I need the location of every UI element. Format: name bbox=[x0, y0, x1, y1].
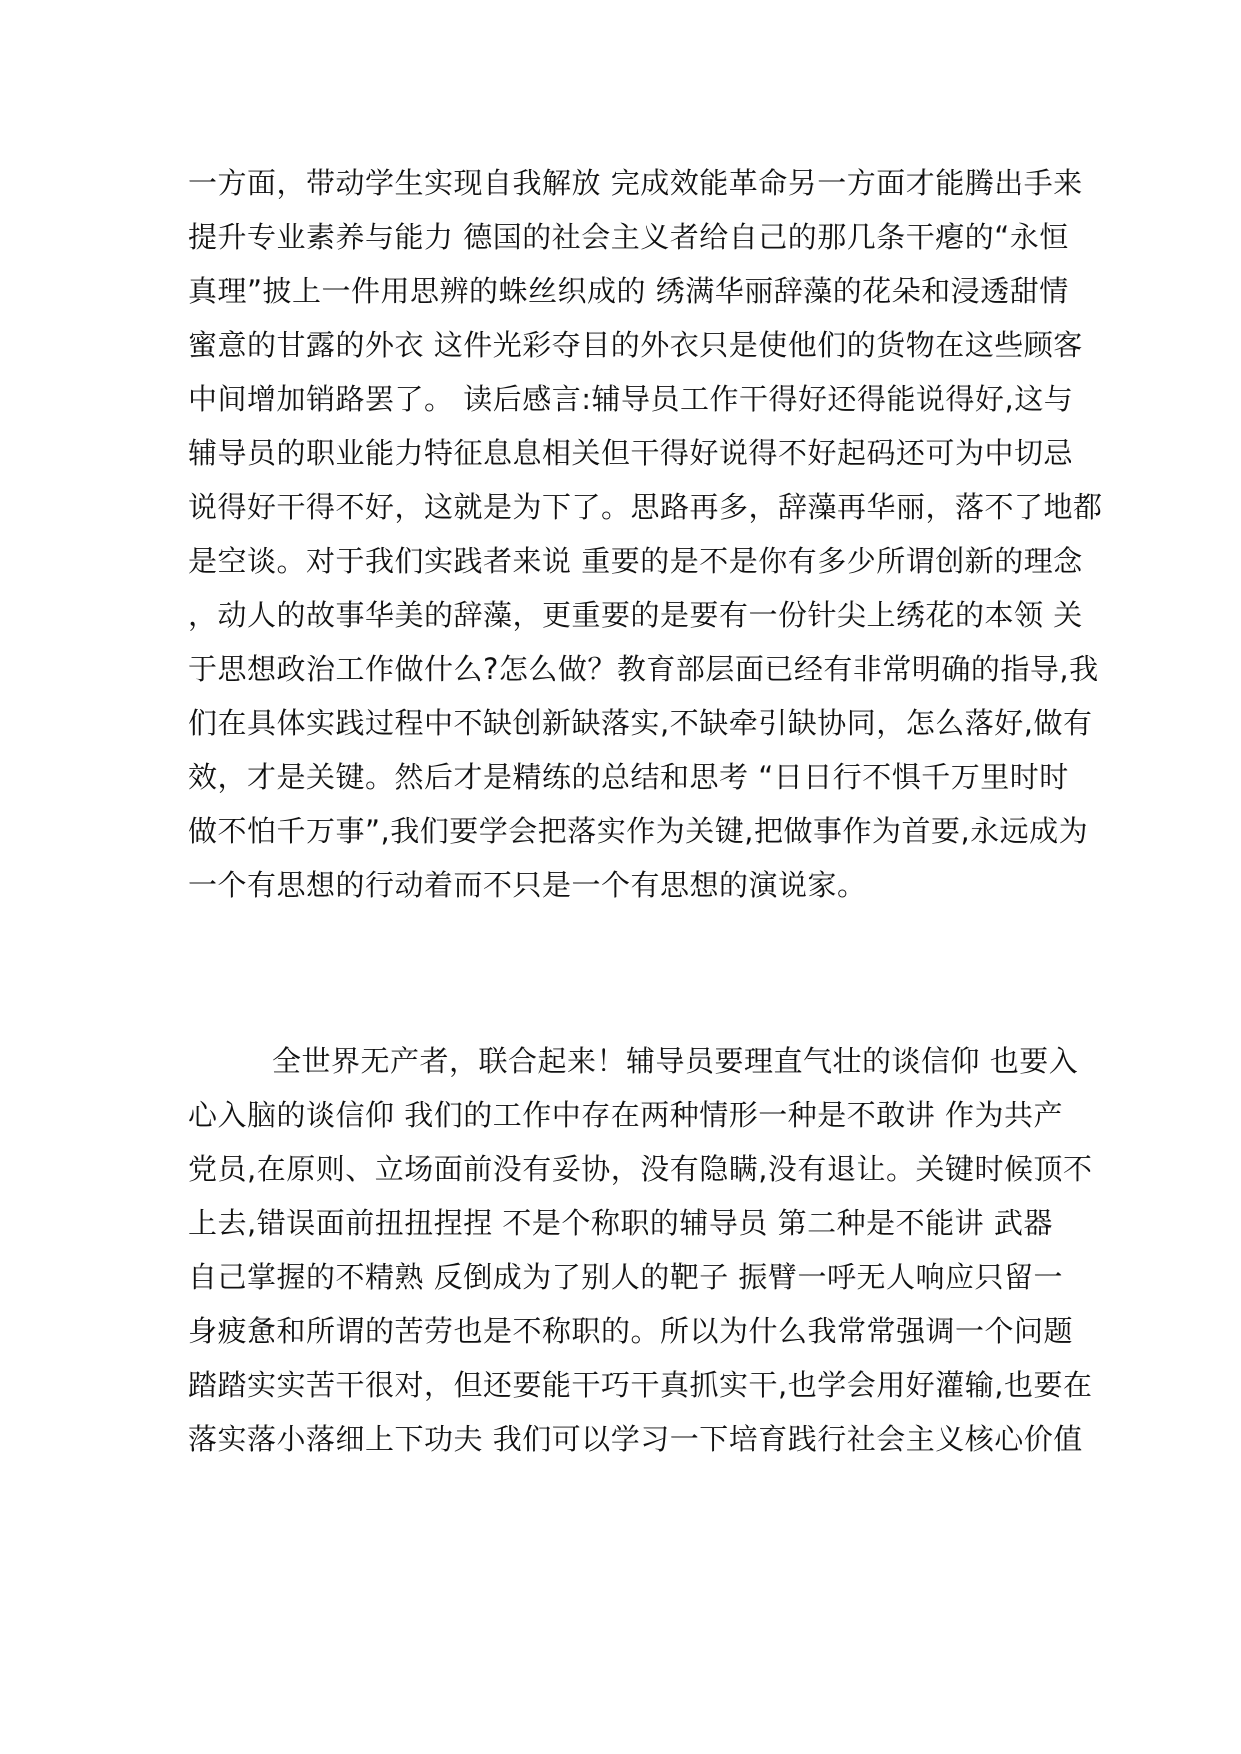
paragraph-1-line: 一个有思想的行动着而不只是一个有思想的演说家。 bbox=[188, 868, 867, 902]
paragraph-1-line: 提升专业素养与能力 德国的社会主义者给自己的那几条干瘪的“永恒 bbox=[188, 220, 1069, 254]
paragraph-1-line: 蜜意的甘露的外衣 这件光彩夺目的外衣只是使他们的货物在这些顾客 bbox=[188, 328, 1083, 362]
paragraph-2-line: 心入脑的谈信仰 我们的工作中存在两种情形一种是不敢讲 作为共产 bbox=[188, 1098, 1063, 1132]
paragraph-1-line: 们在具体实践过程中不缺创新缺落实,不缺牵引缺协同，怎么落好,做有 bbox=[188, 706, 1093, 740]
paragraph-1-line: 效，才是关键。然后才是精练的总结和思考 “日日行不惧千万里时时 bbox=[188, 760, 1069, 794]
paragraph-1 bbox=[188, 156, 1103, 912]
paragraph-2-line: 身疲惫和所谓的苦劳也是不称职的。所以为什么我常常强调一个问题 bbox=[188, 1314, 1074, 1348]
paragraph-1-line: 于思想政治工作做什么?怎么做？教育部层面已经有非常明确的指导,我 bbox=[188, 652, 1099, 686]
paragraph-2-line: 全世界无产者，联合起来！辅导员要理直气壮的谈信仰 也要入 bbox=[272, 1044, 1079, 1078]
paragraph-1-line: 真理”披上一件用思辨的蛛丝织成的 绣满华丽辞藻的花朵和浸透甜情 bbox=[188, 274, 1069, 308]
paragraph-1-line: 说得好干得不好，这就是为下了。思路再多，辞藻再华丽，落不了地都 bbox=[188, 490, 1103, 524]
paragraph-1-line: 辅导员的职业能力特征息息相关但干得好说得不好起码还可为中切忌 bbox=[188, 436, 1074, 470]
paragraph-1-line: ，动人的故事华美的辞藻，更重要的是要有一份针尖上绣花的本领 关 bbox=[188, 598, 1083, 632]
paragraph-2-line: 落实落小落细上下功夫 我们可以学习一下培育践行社会主义核心价值 bbox=[188, 1422, 1083, 1456]
paragraph-1-line: 是空谈。对于我们实践者来说 重要的是不是你有多少所谓创新的理念 bbox=[188, 544, 1083, 578]
paragraph-2-line: 自己掌握的不精熟 反倒成为了别人的靶子 振臂一呼无人响应只留一 bbox=[188, 1260, 1063, 1294]
paragraph-2-line: 党员,在原则、立场面前没有妥协，没有隐瞒,没有退让。关键时候顶不 bbox=[188, 1152, 1093, 1186]
paragraph-1-line: 一方面，带动学生实现自我解放 完成效能革命另一方面才能腾出手来 bbox=[188, 166, 1083, 200]
paragraph-2-line: 踏踏实实苦干很对，但还要能干巧干真抓实干,也学会用好灌输,也要在 bbox=[188, 1368, 1093, 1402]
paragraph-1-line: 做不怕千万事”,我们要学会把落实作为关键,把做事作为首要,永远成为 bbox=[188, 814, 1089, 848]
paragraph-1-line: 中间增加销路罢了。 读后感言:辅导员工作干得好还得能说得好,这与 bbox=[188, 382, 1074, 416]
paragraph-2 bbox=[188, 1034, 1093, 1466]
paragraph-2-line: 上去,错误面前扭扭捏捏 不是个称职的辅导员 第二种是不能讲 武器 bbox=[188, 1206, 1053, 1240]
